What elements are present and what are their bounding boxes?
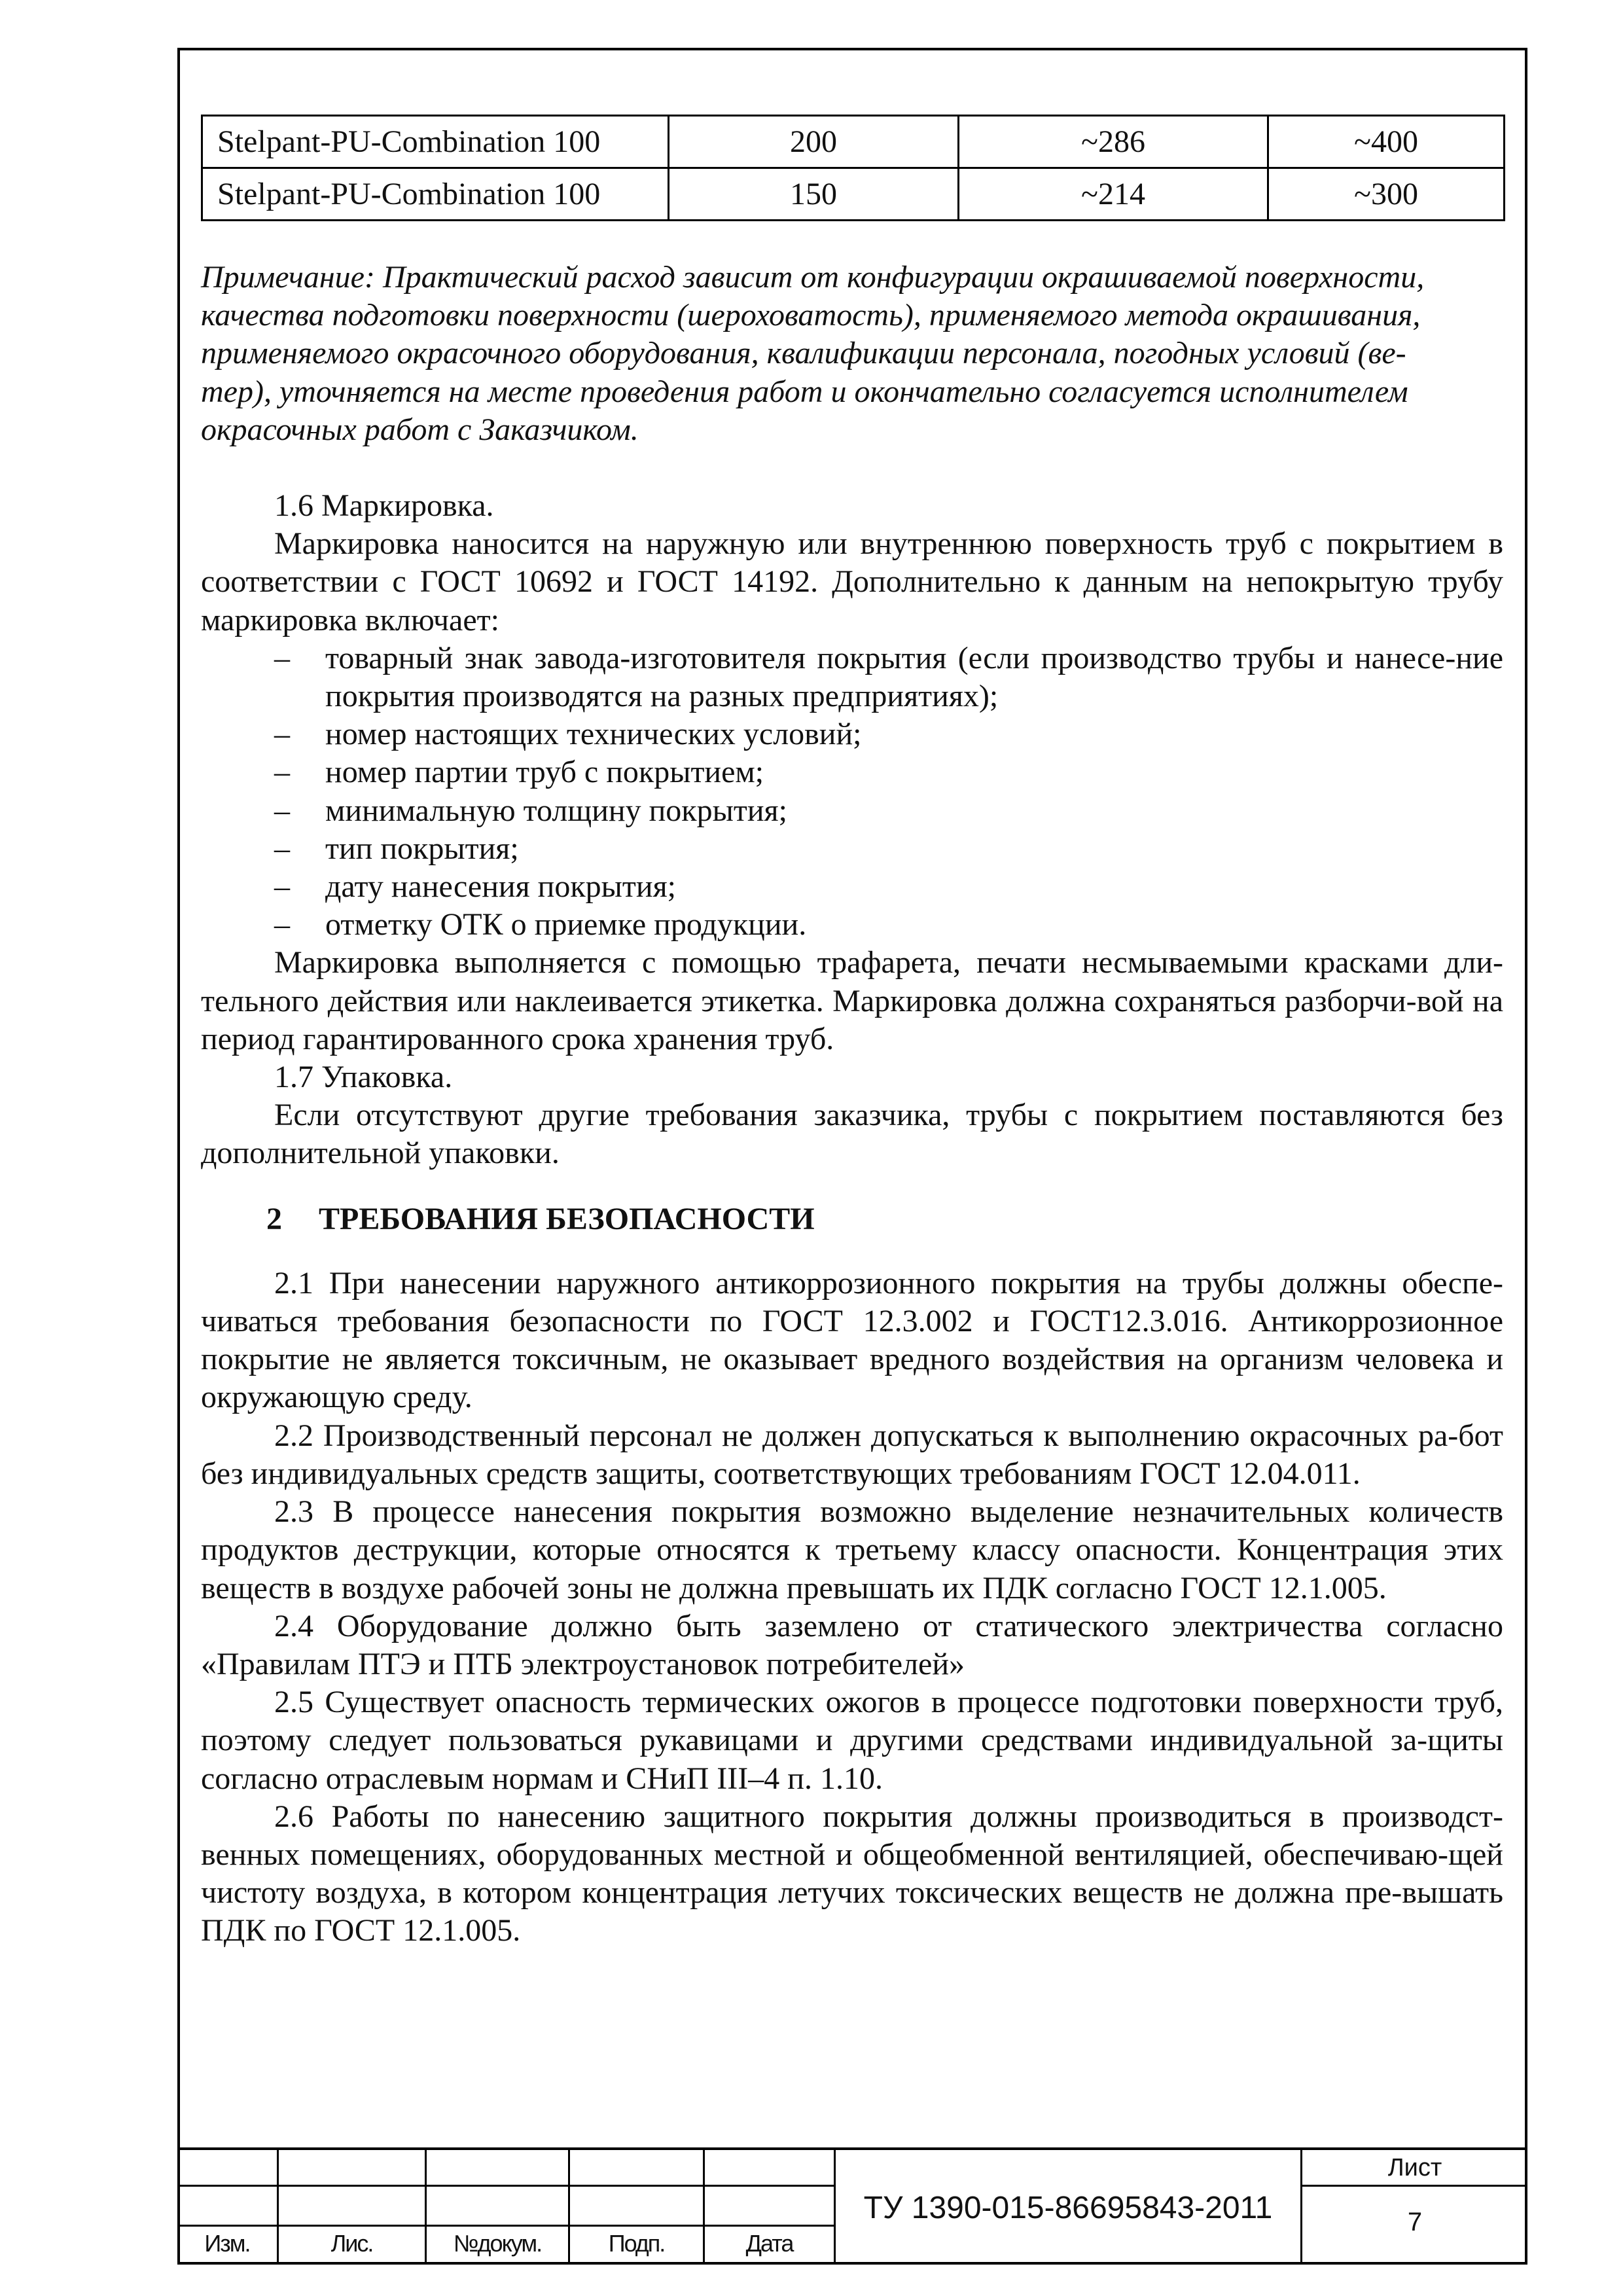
- note-line: окрасочных работ с Заказчиком.: [201, 412, 639, 447]
- table-row: [202, 168, 1505, 221]
- section-1-7-text: Если отсутствуют другие требования заказчика, трубы с покрытием поставляются без дополнительной упаковки.: [201, 1098, 1503, 1171]
- column-label-izm: Изм.: [204, 2230, 250, 2257]
- sheet-label: Лист: [1387, 2154, 1442, 2181]
- paragraph: 2.2 Производственный персонал не должен допускаться к выполнению окрасочных ра-бот без индивидуальных средств защиты, соответствующих требованиям ГОСТ 12.04.011.: [201, 1418, 1503, 1491]
- note-line: качества подготовки поверхности (шероховатость), применяемого метода окрашивания,: [201, 298, 1421, 333]
- consumption-note: [201, 259, 1503, 449]
- list-item: – отметку ОТК о приемке продукции.: [274, 907, 807, 942]
- table-row: [202, 116, 1505, 168]
- column-label-date: Дата: [745, 2230, 793, 2257]
- table-cell: ~286: [959, 116, 1268, 168]
- section-title: ТРЕБОВАНИЯ БЕЗОПАСНОСТИ: [319, 1201, 815, 1236]
- paragraph: 2.6 Работы по нанесению защитного покрытия должны производиться в производст-венных помещениях, оборудованных местной и общеобменной вентиляцией, обеспечиваю-щей чистоту воздуха, в котором концентрация летучих токсических веществ не должна пре-вышать ПДК по ГОСТ 12.1.005.: [201, 1799, 1503, 1948]
- paragraph: 2.4 Оборудование должно быть заземлено от статического электричества согласно «Правилам ПТЭ и ПТБ электроустановок потребителей»: [201, 1608, 1503, 1681]
- table-cell: Stelpant-PU-Combination 100: [202, 116, 669, 168]
- table-cell: Stelpant-PU-Combination 100: [202, 168, 669, 221]
- section-1-7-title: 1.7 Упаковка.: [274, 1060, 453, 1095]
- column-label-sign: Подп.: [608, 2230, 665, 2257]
- document-number: ТУ 1390-015-86695843-2011: [863, 2191, 1273, 2225]
- paragraph: 2.3 В процессе нанесения покрытия возможно выделение незначительных количеств продуктов деструкции, которые относятся к третьему классу опасности. Концентрация этих веществ в воздухе рабочей зоны не должна превышать их ПДК согласно ГОСТ 12.1.005.: [201, 1494, 1503, 1605]
- list-item: – дату нанесения покрытия;: [274, 869, 676, 905]
- list-item: – товарный знак завода-изготовителя покрытия (если производство трубы и нанесе-ние покрытия производятся на разных предприятиях);: [274, 640, 1503, 714]
- consumption-table: [201, 115, 1505, 221]
- list-item: – тип покрытия;: [274, 831, 519, 866]
- section-2-heading: [201, 1200, 1503, 1238]
- column-label-docnum: №докум.: [453, 2230, 542, 2257]
- table-cell: ~300: [1268, 168, 1505, 221]
- section-1-6-outro: Маркировка выполняется с помощью трафарета, печати несмываемыми красками дли-тельного действия или наклеивается этикетка. Маркировка должна сохраняться разборчи-вой на период гарантированного срока хранения труб.: [201, 945, 1503, 1056]
- paragraph: 2.1 При нанесении наружного антикоррозионного покрытия на трубы должны обеспе-чиваться требования безопасности по ГОСТ 12.3.002 и ГОСТ12.3.016. Антикоррозионное покрытие не является токсичным, не оказывает вредного воздействия на организм человека и окружающую среду.: [201, 1265, 1503, 1415]
- sheet-number: 7: [1407, 2208, 1423, 2236]
- marking-list: [201, 639, 1503, 944]
- column-label-list: Лис.: [330, 2230, 373, 2257]
- note-line: Примечание: Практический расход зависит от конфигурации окрашиваемой поверхности,: [201, 260, 1425, 295]
- table-cell: 150: [669, 168, 959, 221]
- note-line: тер), уточняется на месте проведения работ и окончательно согласуется исполнителем: [201, 374, 1408, 409]
- table-cell: ~400: [1268, 116, 1505, 168]
- list-item: – номер настоящих технических условий;: [274, 717, 862, 752]
- note-line: применяемого окрасочного оборудования, квалификации персонала, погодных условий (ве-: [201, 336, 1406, 371]
- table-cell: 200: [669, 116, 959, 168]
- list-item: – номер партии труб с покрытием;: [274, 755, 764, 790]
- section-1-6-intro: Маркировка наносится на наружную или внутреннюю поверхность труб с покрытием в соответствии с ГОСТ 10692 и ГОСТ 14192. Дополнительно к данным на непокрытую трубу маркировка включает:: [201, 526, 1503, 637]
- title-block: [177, 2147, 1527, 2265]
- list-item: – минимальную толщину покрытия;: [274, 793, 787, 828]
- paragraph: 2.5 Существует опасность термических ожогов в процессе подготовки поверхности труб, поэтому следует пользоваться рукавицами и другими средствами индивидуальной за-щиты согласно отраслевым нормам и СНиП III–4 п. 1.10.: [201, 1685, 1503, 1796]
- table-cell: ~214: [959, 168, 1268, 221]
- document-body: [201, 259, 1503, 1950]
- section-number: 2: [266, 1201, 282, 1236]
- section-1-6-title: 1.6 Маркировка.: [274, 488, 494, 524]
